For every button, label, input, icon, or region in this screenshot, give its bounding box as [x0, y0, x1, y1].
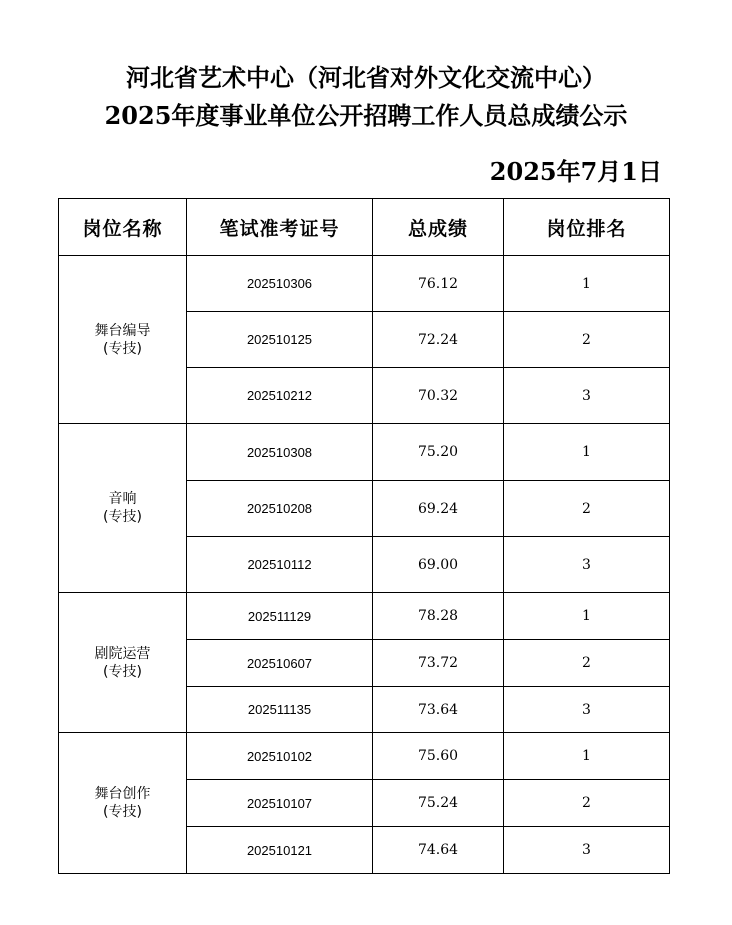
- total-score-cell: 76.12: [373, 256, 504, 312]
- exam-id-cell: 202510121: [187, 827, 373, 874]
- exam-id-cell: 202510607: [187, 640, 373, 687]
- position-name-cell: [59, 593, 187, 733]
- total-score-cell: 78.28: [373, 593, 504, 640]
- page-title-line2: 2025年度事业单位公开招聘工作人员总成绩公示: [104, 101, 628, 130]
- exam-id-cell: 202510102: [187, 733, 373, 780]
- position-name-cell: [59, 733, 187, 874]
- rank-cell: 2: [504, 780, 670, 827]
- page-title-line1: 河北省艺术中心（河北省对外文化交流中心）: [126, 63, 606, 92]
- exam-id-cell: 202510308: [187, 424, 373, 481]
- rank-cell: 3: [504, 687, 670, 733]
- total-score-cell: 75.20: [373, 424, 504, 481]
- position-group: [59, 593, 670, 733]
- exam-id-cell: 202510112: [187, 537, 373, 593]
- position-type: (专技): [103, 509, 142, 525]
- position-type: (专技): [103, 340, 142, 357]
- exam-id-cell: 202511129: [187, 593, 373, 640]
- header-rank: 岗位排名: [504, 199, 670, 256]
- table-row: [59, 256, 670, 312]
- table-row: [59, 424, 670, 481]
- position-type: (专技): [103, 663, 142, 680]
- header-exam-id: 笔试准考证号: [187, 199, 373, 256]
- rank-cell: 2: [504, 481, 670, 537]
- rank-cell: 2: [504, 312, 670, 368]
- total-score-cell: 70.32: [373, 368, 504, 424]
- exam-id-cell: 202510208: [187, 481, 373, 537]
- header-total-score: 总成绩: [373, 199, 504, 256]
- rank-cell: 1: [504, 593, 670, 640]
- rank-cell: 3: [504, 827, 670, 874]
- total-score-cell: 69.00: [373, 537, 504, 593]
- position-name: 音响: [108, 491, 137, 507]
- total-score-cell: 75.24: [373, 780, 504, 827]
- total-score-cell: 72.24: [373, 312, 504, 368]
- exam-id-cell: 202511135: [187, 687, 373, 733]
- table-row: [59, 733, 670, 780]
- rank-cell: 1: [504, 256, 670, 312]
- position-name: 舞台创作: [94, 786, 151, 802]
- position-name: 舞台编导: [94, 322, 151, 339]
- total-score-cell: 74.64: [373, 827, 504, 874]
- position-name-cell: [59, 256, 187, 424]
- position-group: [59, 424, 670, 593]
- position-type: (专技): [103, 804, 142, 820]
- rank-cell: 2: [504, 640, 670, 687]
- exam-id-cell: 202510306: [187, 256, 373, 312]
- rank-cell: 3: [504, 368, 670, 424]
- exam-id-cell: 202510125: [187, 312, 373, 368]
- publish-date: 2025年7月1日: [489, 157, 662, 186]
- total-score-cell: 73.72: [373, 640, 504, 687]
- exam-id-cell: 202510212: [187, 368, 373, 424]
- total-score-cell: 75.60: [373, 733, 504, 780]
- header-position: 岗位名称: [59, 199, 187, 256]
- position-name: 剧院运营: [94, 645, 151, 662]
- position-group: [59, 733, 670, 874]
- table-row: [59, 593, 670, 640]
- table-header-row: [59, 199, 670, 256]
- total-score-cell: 73.64: [373, 687, 504, 733]
- position-name-cell: [59, 424, 187, 593]
- position-group: [59, 256, 670, 424]
- rank-cell: 1: [504, 733, 670, 780]
- score-table: [58, 198, 670, 874]
- rank-cell: 3: [504, 537, 670, 593]
- total-score-cell: 69.24: [373, 481, 504, 537]
- rank-cell: 1: [504, 424, 670, 481]
- exam-id-cell: 202510107: [187, 780, 373, 827]
